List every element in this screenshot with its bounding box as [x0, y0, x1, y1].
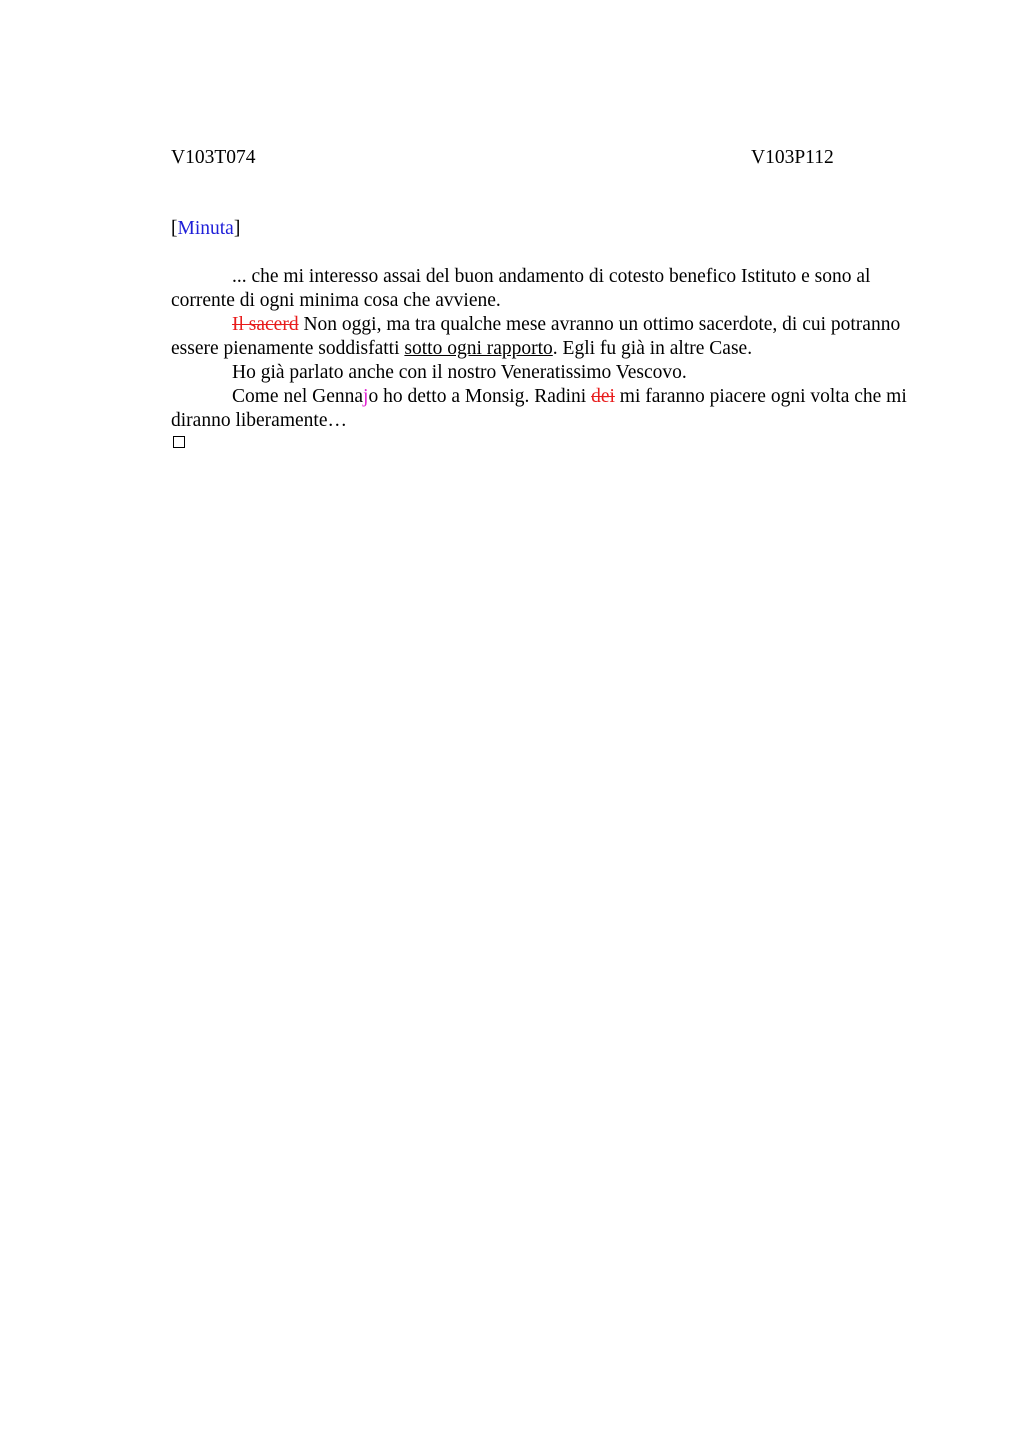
- paragraph-4-text-middle: o ho detto a Monsig. Radini: [368, 386, 592, 407]
- deleted-text: Il sacerd: [232, 314, 299, 335]
- paragraph-4: [171, 385, 923, 433]
- letter-body: [171, 265, 923, 433]
- paragraph-3: [171, 361, 923, 385]
- underlined-text: sotto ogni rapporto: [404, 338, 553, 359]
- paragraph-2: [171, 313, 923, 361]
- paragraph-2-text-before: Non oggi, ma tra qualche mese avranno un ottimo sacerdote, di cui potranno essere pienamente soddisfatti: [171, 314, 901, 359]
- document-code-left: V103T074: [171, 147, 256, 168]
- paragraph-2-text-after: . Egli fu già in altre Case.: [552, 338, 753, 359]
- paragraph-4-text-end: mi faranno piacere ogni volta che mi diranno liberamente…: [171, 386, 907, 431]
- paragraph-3-text: Ho già parlato anche con il nostro Veneratissimo Vescovo.: [232, 362, 687, 383]
- kind-label: Minuta: [177, 218, 234, 239]
- kind-open-bracket: [: [171, 218, 178, 239]
- deleted-text: dei: [591, 386, 615, 407]
- document-kind: [171, 217, 240, 241]
- paragraph-4-text-start: Come nel Genna: [232, 386, 364, 407]
- paragraph-1: [171, 265, 923, 313]
- kind-close-bracket: ]: [233, 218, 241, 239]
- empty-square-icon: [173, 436, 185, 448]
- document-code-right: V103P112: [751, 147, 834, 168]
- paragraph-1-text: ... che mi interesso assai del buon andamento di cotesto benefico Istituto e sono al corrente di ogni minima cosa che avviene.: [171, 266, 871, 311]
- inserted-text: j: [363, 386, 369, 407]
